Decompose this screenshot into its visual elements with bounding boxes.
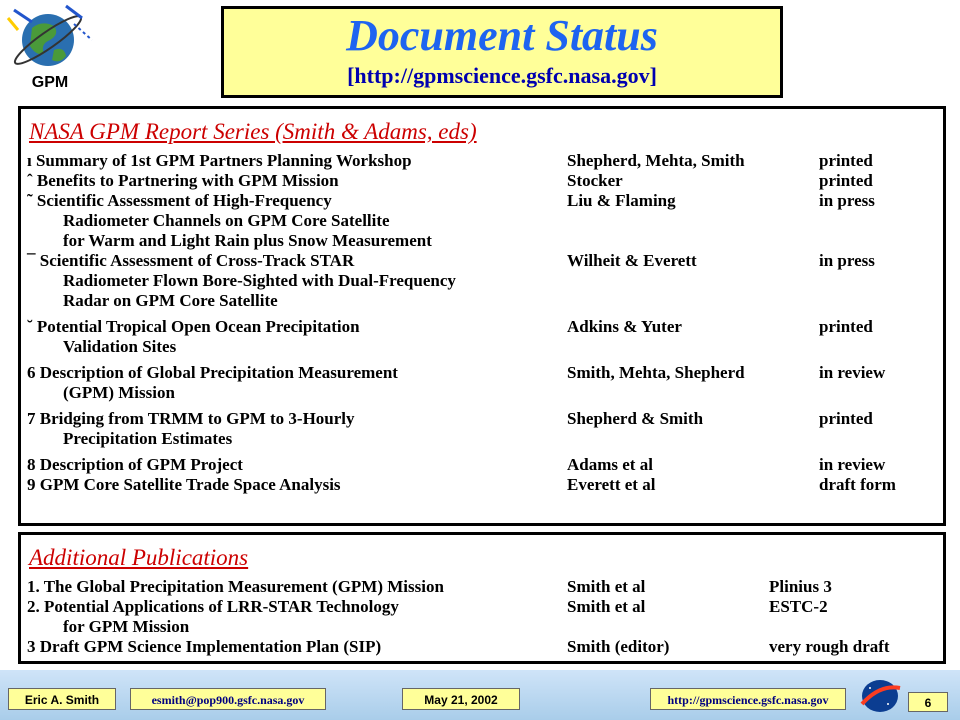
nasa-logo-icon: [858, 678, 902, 714]
date-label: May 21, 2002: [402, 688, 520, 710]
gpm-globe-icon: [2, 0, 98, 80]
publication-title-line: Precipitation Estimates: [63, 429, 233, 448]
title-box: [221, 6, 783, 98]
publication-title-line: 7 Bridging from TRMM to GPM to 3-Hourly: [27, 409, 355, 428]
publication-title: [27, 637, 567, 657]
publication-author: Smith et al: [567, 577, 646, 596]
report-series-heading: NASA GPM Report Series (Smith & Adams, eds): [29, 119, 477, 144]
footer-bar: [0, 670, 960, 720]
publication-title-line: 1. The Global Precipitation Measurement (GPM) Mission: [27, 577, 444, 596]
publication-title: [27, 317, 567, 357]
publication-title-line: for GPM Mission: [63, 617, 190, 636]
publication-author: Shepherd, Mehta, Smith: [567, 151, 745, 170]
publication-author: Smith et al: [567, 597, 646, 616]
publication-title: [27, 475, 567, 495]
presenter-label: Eric A. Smith: [8, 688, 116, 710]
additional-publications-heading: Additional Publications: [29, 545, 249, 570]
publication-author: Adkins & Yuter: [567, 317, 682, 336]
publication-title-line: ˆ Benefits to Partnering with GPM Mission: [27, 171, 339, 190]
publication-title-line: Radar on GPM Core Satellite: [63, 291, 278, 310]
publication-author: Shepherd & Smith: [567, 409, 704, 428]
publication-author: Liu & Flaming: [567, 191, 676, 210]
publication-status: in review: [819, 363, 886, 382]
url-label: http://gpmscience.gsfc.nasa.gov: [650, 688, 846, 710]
publication-title-line: ˜ Scientific Assessment of High-Frequency: [27, 191, 332, 210]
publication-status: in press: [819, 251, 875, 270]
publication-status: very rough draft: [769, 637, 890, 656]
publication-status: ESTC-2: [769, 597, 828, 616]
publication-title-line: Radiometer Flown Bore-Sighted with Dual-Frequency: [63, 271, 456, 290]
publication-title-line: for Warm and Light Rain plus Snow Measurement: [63, 231, 432, 250]
publication-title-line: (GPM) Mission: [63, 383, 175, 402]
report-series-panel: [18, 106, 946, 526]
publication-author: Adams et al: [567, 455, 653, 474]
publication-title-line: 8 Description of GPM Project: [27, 455, 243, 474]
publication-status: printed: [819, 151, 873, 170]
publication-status: in press: [819, 191, 875, 210]
publication-status: printed: [819, 317, 873, 336]
publication-author: Everett et al: [567, 475, 656, 494]
publication-title: [27, 171, 567, 191]
publication-title: [27, 409, 567, 449]
publication-author: Wilheit & Everett: [567, 251, 697, 270]
publication-status: Plinius 3: [769, 577, 832, 596]
publication-author: Smith, Mehta, Shepherd: [567, 363, 745, 382]
gpm-logo: [2, 0, 100, 100]
publication-title-line: 3 Draft GPM Science Implementation Plan (SIP): [27, 637, 382, 656]
publication-author: Smith (editor): [567, 637, 670, 656]
publication-title-line: ¯ Scientific Assessment of Cross-Track STAR: [27, 251, 355, 270]
publication-status: printed: [819, 171, 873, 190]
publication-title-line: 6 Description of Global Precipitation Measurement: [27, 363, 398, 382]
page-title: Document Status: [346, 11, 658, 60]
publication-title-line: 9 GPM Core Satellite Trade Space Analysis: [27, 475, 341, 494]
publication-title-line: 2. Potential Applications of LRR-STAR Technology: [27, 597, 399, 616]
publication-title: [27, 251, 567, 311]
additional-publications-panel: [18, 532, 946, 664]
logo-label: GPM: [31, 74, 69, 91]
publication-title: [27, 151, 567, 171]
publication-title: [27, 191, 567, 251]
publication-title-line: ı Summary of 1st GPM Partners Planning Workshop: [27, 151, 412, 170]
publication-title-line: ˘ Potential Tropical Open Ocean Precipitation: [27, 317, 360, 336]
publication-title: [27, 577, 567, 597]
publication-title: [27, 363, 567, 403]
publication-title: [27, 597, 567, 637]
page-url: [http://gpmscience.gsfc.nasa.gov]: [347, 63, 657, 88]
publication-status: printed: [819, 409, 873, 428]
publication-title-line: Validation Sites: [63, 337, 177, 356]
publication-title-line: Radiometer Channels on GPM Core Satellite: [63, 211, 390, 230]
publication-title: [27, 455, 567, 475]
page-number: 6: [908, 692, 948, 712]
publication-status: in review: [819, 455, 886, 474]
publication-status: draft form: [819, 475, 896, 494]
publication-author: Stocker: [567, 171, 623, 190]
email-label: esmith@pop900.gsfc.nasa.gov: [130, 688, 326, 710]
